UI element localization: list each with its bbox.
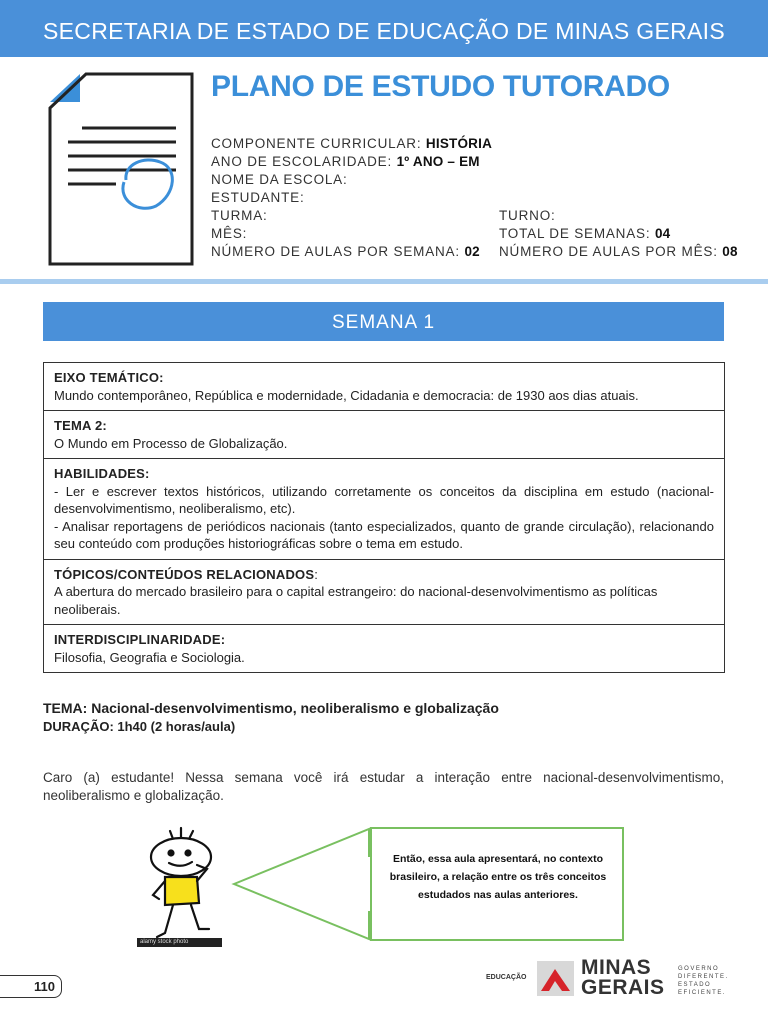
slogan-line: ESTADO: [678, 982, 712, 988]
week-banner: [43, 302, 724, 341]
topicos-label: TÓPICOS/CONTEÚDOS RELACIONADOS: [54, 566, 315, 582]
aulas-semana-value: 02: [464, 244, 480, 259]
habilidades-item: - Analisar reportagens de periódicos nacionais (tanto especializados, quanto de grande circulação), relacionando seu conteúdo com produções historiográficas sobre o tema em estudo.: [54, 518, 714, 551]
tema2-text: O Mundo em Processo de Globalização.: [54, 435, 288, 451]
componente-value: HISTÓRIA: [425, 136, 493, 151]
estudante-label: ESTUDANTE:: [211, 190, 305, 205]
eixo-row: [44, 363, 724, 411]
topicos-row: [44, 560, 724, 626]
page-number: 110: [0, 975, 62, 998]
ano-line: [211, 153, 480, 171]
mes-label: MÊS:: [211, 226, 248, 241]
plan-title: PLANO DE ESTUDO TUTORADO: [211, 70, 670, 103]
lesson-duration: DURAÇÃO: 1h40 (2 horas/aula): [43, 719, 236, 734]
aulas-mes-value: 08: [722, 244, 738, 259]
slogan-line: GOVERNO: [678, 966, 720, 972]
interdisciplinaridade-label: INTERDISCIPLINARIDADE:: [54, 632, 226, 647]
section-divider: [0, 279, 768, 284]
header-banner: [0, 0, 768, 57]
minas-gerais-wordmark: [581, 958, 665, 998]
componente-label: COMPONENTE CURRICULAR:: [211, 136, 426, 151]
eixo-label: EIXO TEMÁTICO:: [54, 370, 164, 385]
minas-text: MINAS: [581, 956, 652, 979]
thinking-character-illustration: [135, 825, 227, 949]
habilidades-item: - Ler e escrever textos históricos, utilizando corretamente os conceitos da disciplina em estudo (nacional-desenvolvimentismo, neoliberalismo, etc).: [54, 483, 714, 516]
minas-gerais-logo-icon: [537, 961, 574, 996]
interdisciplinaridade-row: [44, 625, 724, 672]
slogan-line: DIFERENTE.: [678, 974, 729, 980]
header-title: SECRETARIA DE ESTADO DE EDUCAÇÃO DE MINAS GERAIS: [43, 18, 725, 44]
ano-value: 1º ANO – EM: [396, 154, 480, 169]
topicos-heading: [54, 566, 714, 584]
tema2-label: TEMA 2:: [54, 418, 107, 433]
eixo-text: Mundo contemporâneo, República e modernidade, Cidadania e democracia: de 1930 aos dias atuais.: [54, 387, 639, 403]
curriculum-table: [43, 362, 725, 673]
interdisciplinaridade-text: Filosofia, Geografia e Sociologia.: [54, 649, 245, 665]
intro-paragraph: Caro (a) estudante! Nessa semana você irá estudar a interação entre nacional-desenvolvimentismo, neoliberalismo e globalização.: [43, 770, 724, 803]
callout-text: Então, essa aula apresentará, no contexto brasileiro, a relação entre os três conceitos estudados nas aulas anteriores.: [389, 853, 607, 901]
slogan-line: EFICIENTE.: [678, 990, 727, 996]
government-slogan: [678, 965, 729, 997]
aulas-semana-line: [211, 243, 480, 261]
total-semanas-line: [499, 225, 670, 243]
document-icon: [46, 72, 196, 268]
week-label: SEMANA 1: [331, 312, 436, 333]
total-semanas-label: TOTAL DE SEMANAS:: [499, 226, 655, 241]
habilidades-label: HABILIDADES:: [54, 466, 150, 481]
stock-photo-credit: alamy stock photo: [137, 938, 222, 947]
escola-label: NOME DA ESCOLA:: [211, 172, 348, 187]
aulas-mes-label: NÚMERO DE AULAS POR MÊS:: [499, 244, 723, 259]
aulas-semana-label: NÚMERO DE AULAS POR SEMANA:: [211, 244, 465, 259]
total-semanas-value: 04: [654, 226, 671, 241]
aulas-mes-line: [499, 243, 738, 261]
topicos-colon: :: [314, 566, 318, 582]
educacao-label: EDUCAÇÃO: [486, 974, 527, 981]
turma-label: TURMA:: [211, 208, 268, 223]
tema2-row: [44, 411, 724, 459]
gerais-text: GERAIS: [581, 976, 665, 999]
ano-label: ANO DE ESCOLARIDADE:: [211, 154, 397, 169]
lesson-theme: TEMA: Nacional-desenvolvimentismo, neoliberalismo e globalização: [43, 700, 499, 716]
componente-line: [211, 135, 492, 153]
topicos-text: A abertura do mercado brasileiro para o capital estrangeiro: do nacional-desenvolvimentismo as políticas neoliberais.: [54, 584, 658, 617]
habilidades-row: [44, 459, 724, 560]
turno-label: TURNO:: [499, 208, 556, 223]
